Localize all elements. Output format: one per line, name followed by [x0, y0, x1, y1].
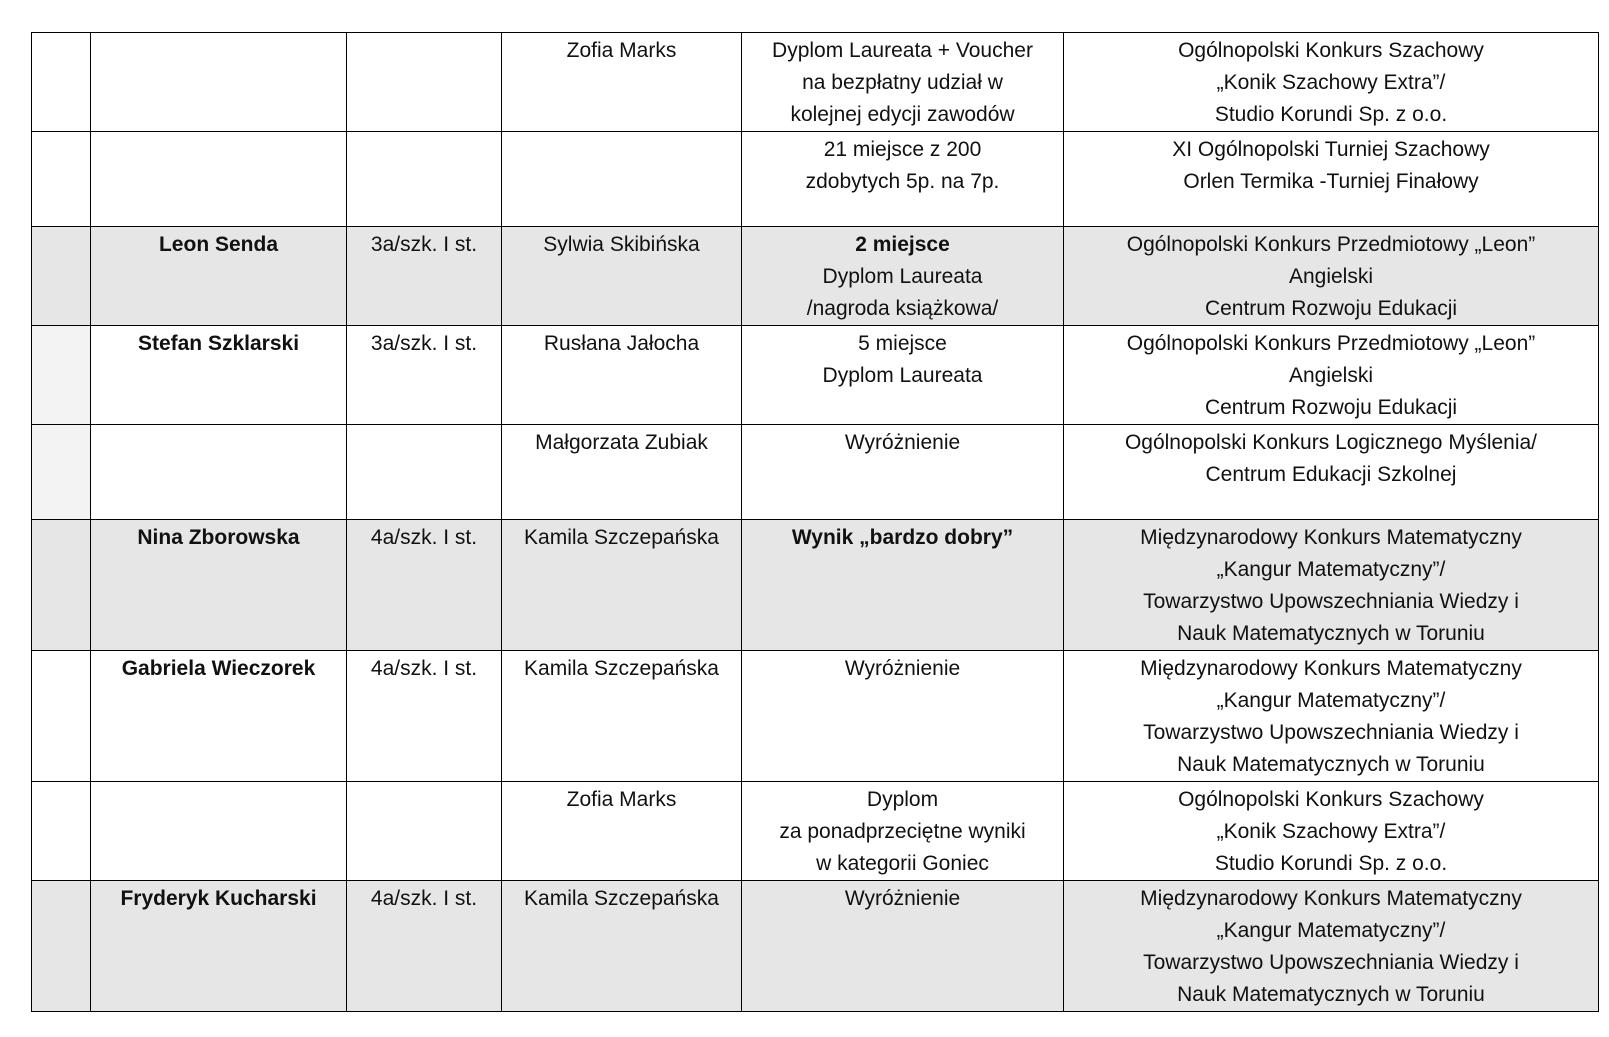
- result-line: w kategorii Goniec: [816, 852, 989, 875]
- student-name-cell: Stefan Szklarski: [91, 326, 347, 425]
- class-cell: 3a/szk. I st.: [347, 227, 502, 326]
- result-line: Dyplom Laureata + Voucher: [772, 39, 1033, 62]
- result-line: Dyplom: [866, 788, 939, 811]
- student-name-cell: [91, 33, 347, 132]
- class-cell: [347, 425, 502, 520]
- student-name-cell: Fryderyk Kucharski: [91, 881, 347, 1012]
- competition-cell: Ogólnopolski Konkurs Przedmiotowy „Leon” Angielski Centrum Rozwoju Edukacji: [1064, 227, 1599, 326]
- result-line: Dyplom Laureata: [822, 265, 983, 288]
- table-row: [32, 33, 1599, 132]
- class-cell: 4a/szk. I st.: [347, 520, 502, 651]
- result-cell: [742, 651, 1064, 782]
- result-cell: [742, 520, 1064, 651]
- student-name-cell: Nina Zborowska: [91, 520, 347, 651]
- competition-cell: Ogólnopolski Konkurs Logicznego Myślenia/ Centrum Edukacji Szkolnej: [1064, 425, 1599, 520]
- teacher-cell: [502, 132, 742, 227]
- table-row: [32, 227, 1599, 326]
- row-number-cell: [32, 33, 91, 132]
- class-cell: [347, 132, 502, 227]
- result-cell: [742, 881, 1064, 1012]
- result-line: Dyplom Laureata: [822, 364, 983, 387]
- competition-cell: Ogólnopolski Konkurs Szachowy „Konik Szachowy Extra”/ Studio Korundi Sp. z o.o.: [1064, 33, 1599, 132]
- table-row: [32, 425, 1599, 520]
- row-number-cell: [32, 881, 91, 1012]
- competition-cell: Międzynarodowy Konkurs Matematyczny „Kangur Matematyczny”/ Towarzystwo Upowszechniania Wiedzy i Nauk Matematycznych w Toruniu: [1064, 881, 1599, 1012]
- competition-cell: Ogólnopolski Konkurs Szachowy „Konik Szachowy Extra”/ Studio Korundi Sp. z o.o.: [1064, 782, 1599, 881]
- result-line: kolejnej edycji zawodów: [790, 103, 1015, 126]
- result-line: Wyróżnienie: [844, 657, 961, 680]
- class-cell: 4a/szk. I st.: [347, 881, 502, 1012]
- class-cell: [347, 33, 502, 132]
- teacher-cell: Sylwia Skibińska: [502, 227, 742, 326]
- table-body: [32, 33, 1599, 1012]
- result-cell: [742, 227, 1064, 326]
- row-number-cell: [32, 326, 91, 425]
- result-line: zdobytych 5p. na 7p.: [805, 170, 1000, 193]
- row-number-cell: [32, 782, 91, 881]
- student-name-cell: [91, 425, 347, 520]
- result-line: 21 miejsce z 200: [823, 138, 982, 161]
- result-highlight: Wynik „bardzo dobry”: [791, 526, 1014, 549]
- result-cell: [742, 326, 1064, 425]
- class-cell: [347, 782, 502, 881]
- row-number-cell: [32, 651, 91, 782]
- row-number-cell: [32, 227, 91, 326]
- result-line: 5 miejsce: [858, 332, 947, 355]
- table-row: [32, 326, 1599, 425]
- row-number-cell: [32, 520, 91, 651]
- result-line: za ponadprzeciętne wyniki: [779, 820, 1026, 843]
- class-cell: 4a/szk. I st.: [347, 651, 502, 782]
- student-name-cell: [91, 132, 347, 227]
- awards-table-container: [31, 32, 1599, 1012]
- row-number-cell: [32, 132, 91, 227]
- teacher-cell: Zofia Marks: [502, 33, 742, 132]
- class-cell: 3a/szk. I st.: [347, 326, 502, 425]
- table-row: [32, 132, 1599, 227]
- result-line: Wyróżnienie: [844, 887, 961, 910]
- competition-cell: Międzynarodowy Konkurs Matematyczny „Kangur Matematyczny”/ Towarzystwo Upowszechniania Wiedzy i Nauk Matematycznych w Toruniu: [1064, 651, 1599, 782]
- result-line: na bezpłatny udział w: [802, 71, 1003, 94]
- result-line: /nagroda książkowa/: [806, 297, 999, 320]
- awards-table: [31, 32, 1599, 1012]
- table-row: [32, 651, 1599, 782]
- row-number-cell: [32, 425, 91, 520]
- teacher-cell: Małgorzata Zubiak: [502, 425, 742, 520]
- student-name-cell: Leon Senda: [91, 227, 347, 326]
- teacher-cell: Kamila Szczepańska: [502, 651, 742, 782]
- teacher-cell: Kamila Szczepańska: [502, 520, 742, 651]
- competition-cell: XI Ogólnopolski Turniej Szachowy Orlen Termika -Turniej Finałowy: [1064, 132, 1599, 227]
- table-row: [32, 881, 1599, 1012]
- student-name-cell: [91, 782, 347, 881]
- table-row: [32, 520, 1599, 651]
- student-name-cell: Gabriela Wieczorek: [91, 651, 347, 782]
- result-highlight: 2 miejsce: [855, 233, 950, 256]
- table-row: [32, 782, 1599, 881]
- teacher-cell: Kamila Szczepańska: [502, 881, 742, 1012]
- result-cell: [742, 782, 1064, 881]
- result-cell: [742, 132, 1064, 227]
- competition-cell: Ogólnopolski Konkurs Przedmiotowy „Leon” Angielski Centrum Rozwoju Edukacji: [1064, 326, 1599, 425]
- competition-cell: Międzynarodowy Konkurs Matematyczny „Kangur Matematyczny”/ Towarzystwo Upowszechniania Wiedzy i Nauk Matematycznych w Toruniu: [1064, 520, 1599, 651]
- result-line: Wyróżnienie: [844, 431, 961, 454]
- result-cell: [742, 425, 1064, 520]
- result-cell: [742, 33, 1064, 132]
- teacher-cell: Rusłana Jałocha: [502, 326, 742, 425]
- teacher-cell: Zofia Marks: [502, 782, 742, 881]
